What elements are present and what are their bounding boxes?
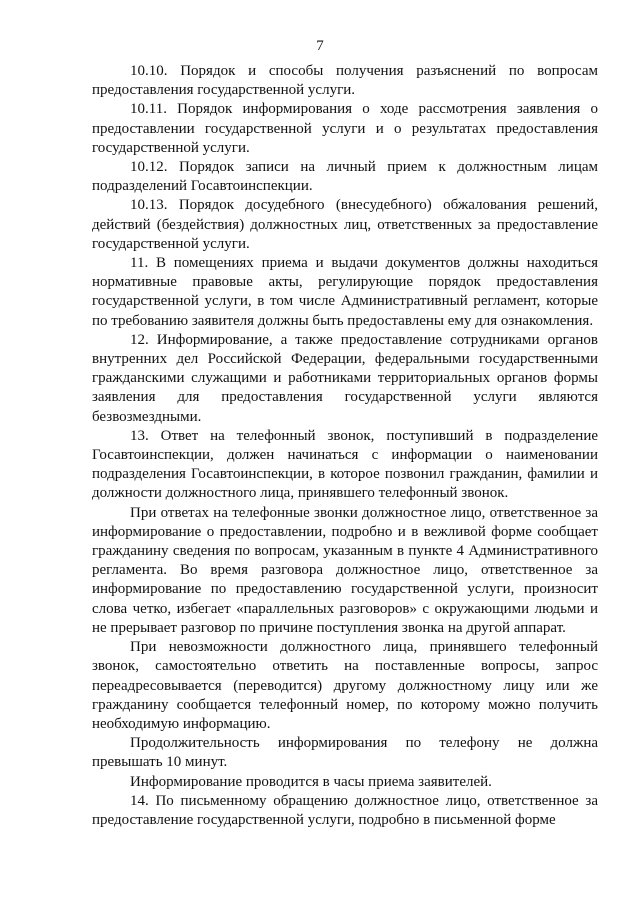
page-number: 7 (316, 38, 324, 54)
paragraph-reception-hours: Информирование проводится в часы приема заявителей. (130, 773, 492, 790)
paragraph-phone-redirect: При невозможности должностного лица, принявшего телефонный звонок, самостоятельно ответить на поставленные вопросы, запрос переадресовывается (переводится) другому должностному лицу или же гражданину сообщается телефонный номер, по которому можно получить необходимую информацию. (92, 639, 598, 732)
paragraph-10-12: 10.12. Порядок записи на личный прием к должностным лицам подразделений Госавтоинспекции. (92, 159, 598, 195)
paragraph-phone-answers: При ответах на телефонные звонки должностное лицо, ответственное за информирование о предоставлении, подробно и в вежливой форме сообщает гражданину сведения по вопросам, указанным в пункте 4 Административного регламента. Во время разговора должностное лицо, ответственное за информирование по предоставлению государственной услуги, произносит слова четко, избегает «параллельных разговоров» с окружающими людьми и не прерывает разговор по причине поступления звонка на другой аппарат. (92, 504, 598, 636)
paragraph-12: 12. Информирование, а также предоставление сотрудниками органов внутренних дел Российской Федерации, федеральными государственными гражданскими служащими и работниками территориальных органов формы заявления для предоставления государственной услуги являются безвозмездными. (92, 331, 598, 425)
paragraph-13: 13. Ответ на телефонный звонок, поступивший в подразделение Госавтоинспекции, должен начинаться с информации о наименовании подразделения Госавтоинспекции, в которое позвонил гражданин, фамилии и должности должностного лица, принявшего телефонный звонок. (92, 427, 598, 502)
paragraph-10-11: 10.11. Порядок информирования о ходе рассмотрения заявления о предоставлении государственной услуги и о результатах предоставления государственной услуги. (92, 101, 598, 156)
paragraph-11: 11. В помещениях приема и выдачи документов должны находиться нормативные правовые акты, регулирующие порядок предоставления государственной услуги, в том числе Административный регламент, которые по требованию заявителя должны быть предоставлены ему для ознакомления. (92, 255, 598, 329)
document-body (92, 62, 598, 830)
paragraph-phone-duration: Продолжительность информирования по телефону не должна превышать 10 минут. (92, 735, 598, 771)
paragraph-10-10: 10.10. Порядок и способы получения разъяснений по вопросам предоставления государственной услуги. (92, 63, 598, 99)
paragraph-14: 14. По письменному обращению должностное лицо, ответственное за предоставление государственной услуги, подробно в письменной форме (92, 792, 598, 828)
paragraph-10-13: 10.13. Порядок досудебного (внесудебного) обжалования решений, действий (бездействия) должностных лиц, ответственных за предоставление государственной услуги. (92, 197, 598, 252)
